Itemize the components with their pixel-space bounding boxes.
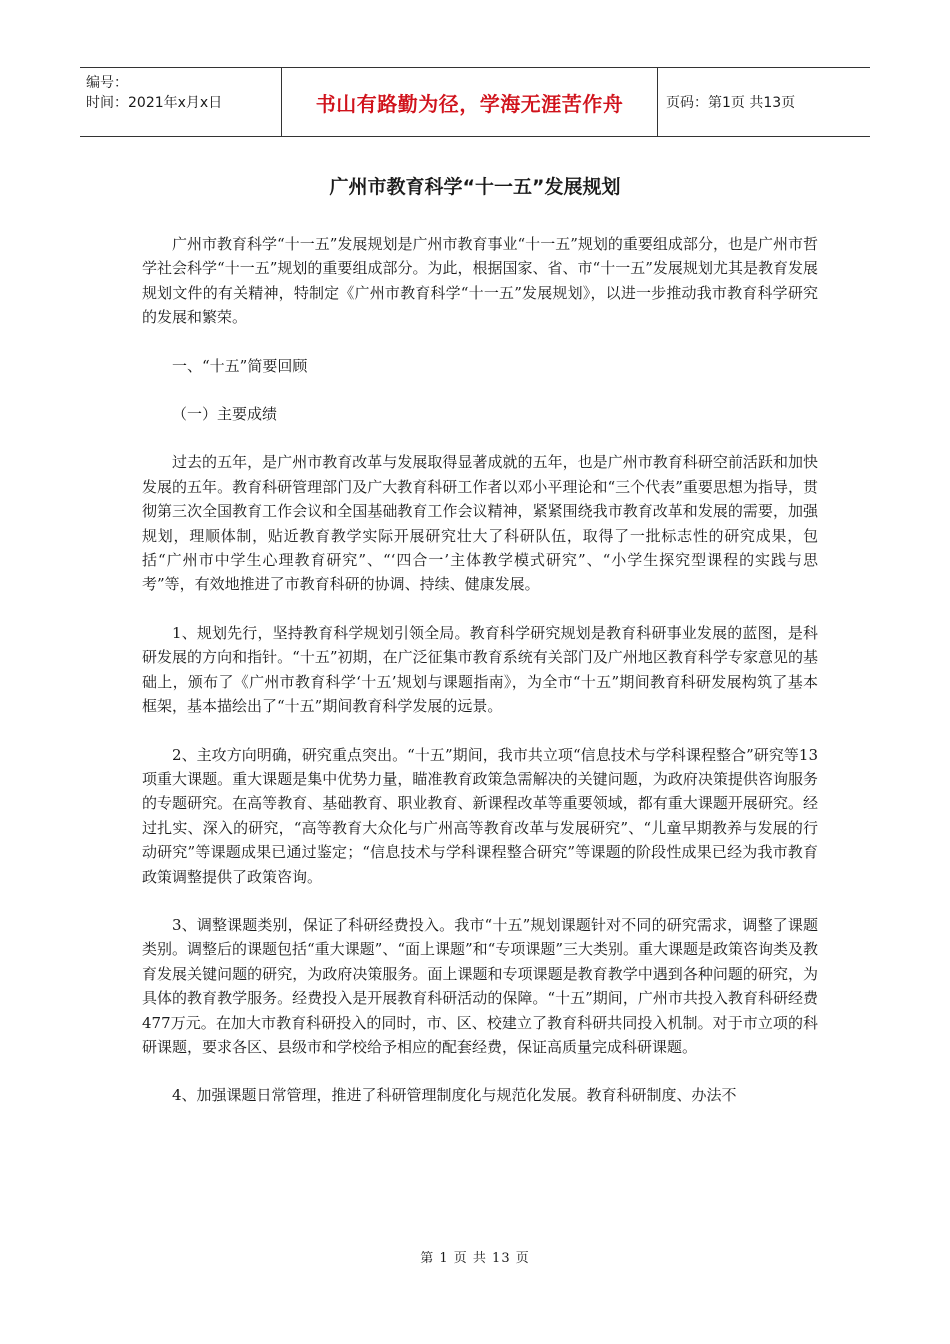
body-paragraph: 1、规划先行，坚持教育科学规划引领全局。教育科学研究规划是教育科研事业发展的蓝图，是科研发展的方向和指针。“十五”初期，在广泛征集市教育系统有关部门及广州地区教育科学专家意见的基础上，颁布了《广州市教育科学‘十五’规划与课题指南》，为全市“十五”期间教育科研发展构筑了基本框架，基本描绘出了“十五”期间教育科学发展的远景。 [142,623,818,716]
document-header [80,67,870,137]
intro-paragraph: 广州市教育科学“十一五”发展规划是广州市教育事业“十一五”规划的重要组成部分，也是广州市哲学社会科学“十一五”规划的重要组成部分。为此，根据国家、省、市“十一五”发展规划尤其是教育发展规划文件的有关精神，特制定《广州市教育科学“十一五”发展规划》，以进一步推动我市教育科学研究的发展和繁荣。 [142,235,818,327]
time-label: 时间：2021年x月x日 [86,95,223,111]
header-meta [80,68,282,136]
body-paragraph: 2、主攻方向明确，研究重点突出。“十五”期间，我市共立项“信息技术与学科课程整合”研究等13项重大课题。重大课题是集中优势力量，瞄准教育政策急需解决的关键问题，为政府决策提供咨询服务的专题研究。在高等教育、基础教育、职业教育、新课程改革等重要领域，都有重大课题开展研究。经过扎实、深入的研究，“高等教育大众化与广州高等教育改革与发展研究”、“儿童早期教养与发展的行动研究”等课题成果已通过鉴定；“信息技术与学科课程整合研究”等课题的阶段性成果已经为我市教育政策调整提供了政策咨询。 [142,745,818,886]
body-paragraph: 过去的五年，是广州市教育改革与发展取得显著成就的五年，也是广州市教育科研空前活跃和加快发展的五年。教育科研管理部门及广大教育科研工作者以邓小平理论和“三个代表”重要思想为指导，贯彻第三次全国教育工作会议和全国基础教育工作会议精神，紧紧围绕我市教育改革和发展的需要，加强规划，理顺体制，贴近教育教学实际开展研究壮大了科研队伍，取得了一批标志性的研究成果，包括“广州市中学生心理教育研究”、“‘四合一’主体教学模式研究”、“小学生探究型课程的实践与思考”等，有效地推进了市教育科研的协调、持续、健康发展。 [142,453,818,594]
body-paragraph: 4、加强课题日常管理，推进了科研管理制度化与规范化发展。教育科研制度、办法不 [172,1086,737,1105]
document-body [142,232,818,1108]
number-label: 编号： [86,75,128,91]
body-paragraph: 3、调整课题类别，保证了科研经费投入。我市“十五”规划课题针对不同的研究需求，调整了课题类别。调整后的课题包括“重大课题”、“面上课题”和“专项课题”三大类别。重大课题是政策咨询类及教育发展关键问题的研究，为政府决策服务。面上课题和专项课题是教育教学中遇到各种问题的研究，为具体的教育教学服务。经费投入是开展教育科研活动的保障。“十五”期间，广州市共投入教育科研经费477万元。在加大市教育科研投入的同时，市、区、校建立了教育科研共同投入机制。对于市立项的科研课题，要求各区、县级市和学校给予相应的配套经费，保证高质量完成科研课题。 [142,915,819,1056]
document-title: 广州市教育科学“十一五”发展规划 [329,176,621,198]
section-heading: 一、“十五”简要回顾 [172,356,308,375]
page-footer: 第 1 页 共 13 页 [420,1251,530,1266]
header-page-info: 页码：第1页 共13页 [666,95,796,111]
subsection-heading: （一）主要成绩 [172,405,278,424]
header-motto: 书山有路勤为径，学海无涯苦作舟 [282,68,658,136]
